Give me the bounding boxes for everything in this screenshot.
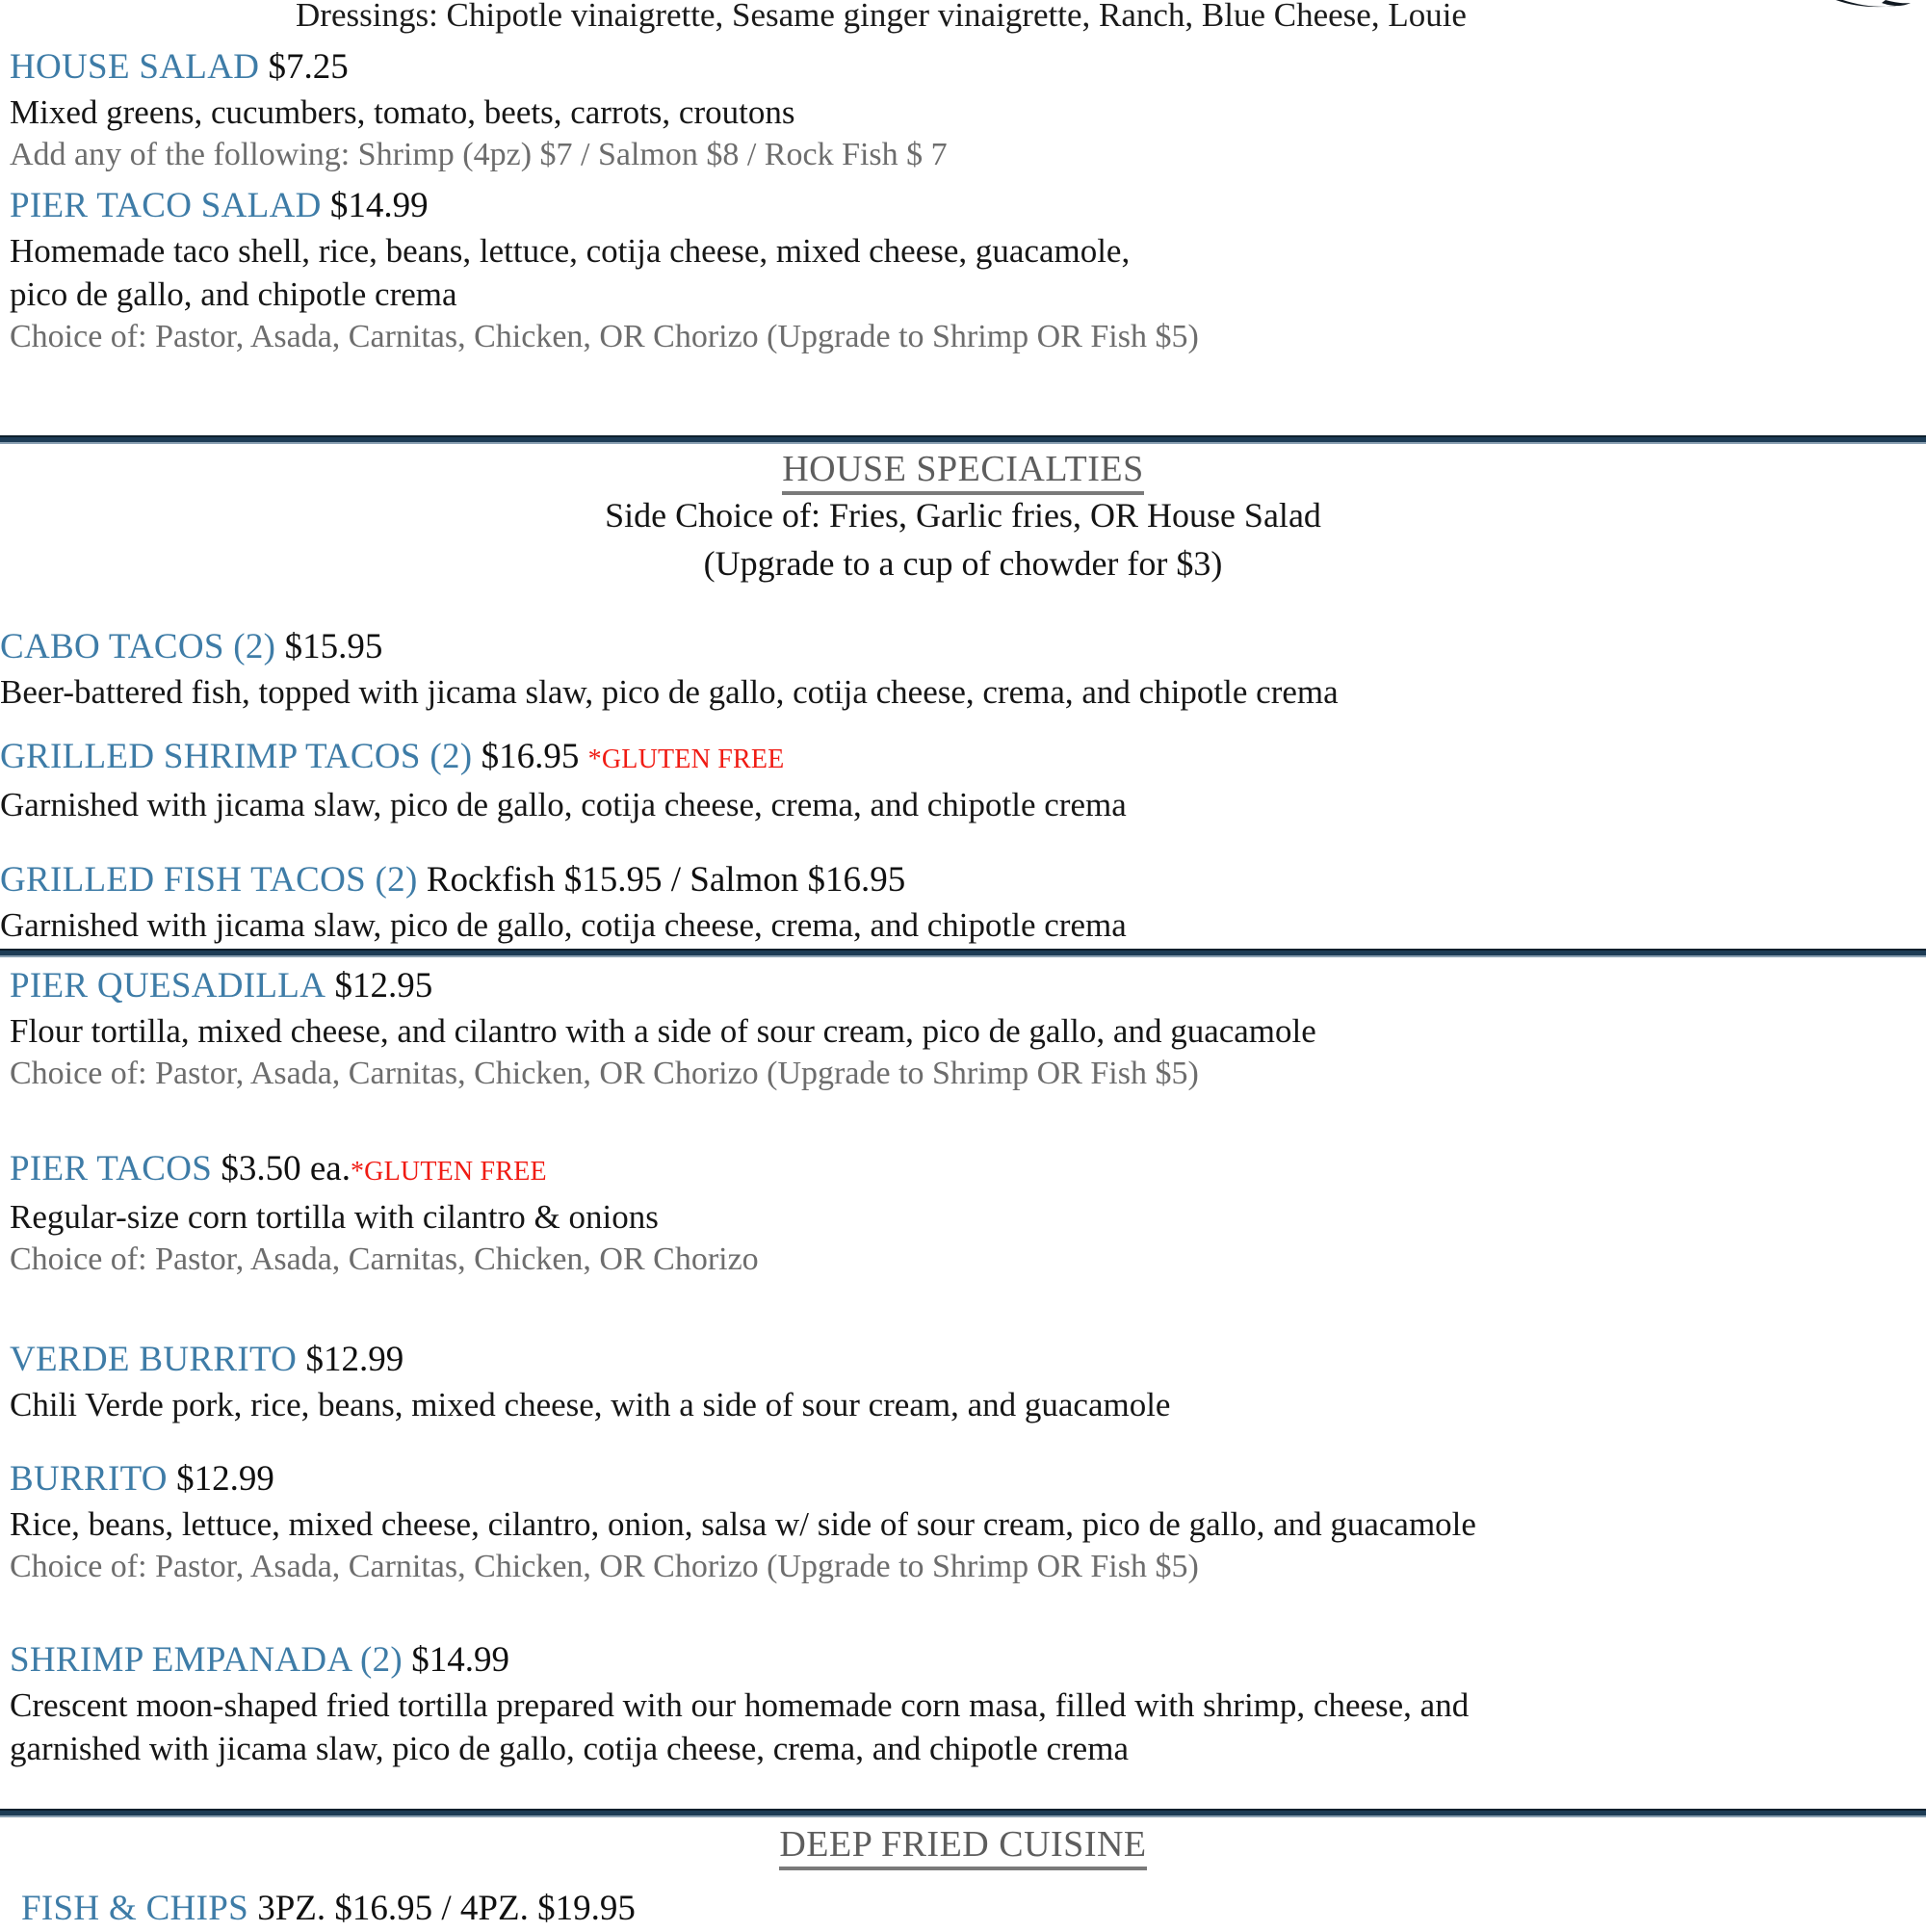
menu-item-price: $14.99 xyxy=(329,186,429,225)
menu-item-choice: Choice of: Pastor, Asada, Carnitas, Chicken, OR Chorizo xyxy=(10,1241,759,1277)
menu-item-verde-burrito xyxy=(10,1337,1170,1426)
menu-item-description-line-2: garnished with jicama slaw, pico de gallo, cotija cheese, crema, and chipotle crema xyxy=(10,1730,1129,1767)
section-heading-text: DEEP FRIED CUISINE xyxy=(779,1824,1146,1870)
menu-item-price: $12.99 xyxy=(176,1459,274,1499)
section-side-choice-note: Side Choice of: Fries, Garlic fries, OR House Salad xyxy=(605,496,1321,535)
menu-item-price: $7.25 xyxy=(268,47,349,87)
menu-item-name: PIER QUESADILLA xyxy=(10,966,326,1005)
menu-item-price: 3PZ. $16.95 / 4PZ. $19.95 xyxy=(257,1889,636,1928)
section-upgrade-note: (Upgrade to a cup of chowder for $3) xyxy=(703,544,1223,583)
menu-item-title-line xyxy=(0,734,1127,783)
menu-item-house-salad xyxy=(10,44,948,176)
menu-item-price: $15.95 xyxy=(284,627,383,666)
menu-item-pier-taco-salad xyxy=(10,183,1199,358)
menu-item-name: BURRITO xyxy=(10,1459,168,1499)
section-divider xyxy=(0,1809,1926,1817)
menu-item-burrito xyxy=(10,1456,1476,1588)
menu-item-title-line xyxy=(0,857,1127,903)
gluten-free-badge: *GLUTEN FREE xyxy=(350,1157,547,1187)
menu-item-title-line xyxy=(10,1337,1170,1383)
menu-item-title-line xyxy=(21,1886,636,1932)
menu-item-name: PIER TACO SALAD xyxy=(10,186,322,225)
menu-item-choice: Choice of: Pastor, Asada, Carnitas, Chicken, OR Chorizo (Upgrade to Shrimp OR Fish $5) xyxy=(10,1056,1199,1091)
menu-item-title-line xyxy=(10,44,948,91)
menu-item-description: Flour tortilla, mixed cheese, and cilantro with a side of sour cream, pico de gallo, and guacamole xyxy=(10,1012,1316,1050)
menu-item-pier-tacos xyxy=(10,1146,759,1281)
menu-item-name: GRILLED FISH TACOS (2) xyxy=(0,860,418,900)
menu-item-fish-and-chips xyxy=(21,1886,636,1932)
menu-item-title-line xyxy=(10,1146,759,1195)
menu-item-title-line xyxy=(0,624,1339,670)
menu-item-description: Garnished with jicama slaw, pico de gallo, cotija cheese, crema, and chipotle crema xyxy=(0,786,1127,823)
menu-item-choice: Choice of: Pastor, Asada, Carnitas, Chicken, OR Chorizo (Upgrade to Shrimp OR Fish $5) xyxy=(10,319,1199,354)
menu-item-choice: Choice of: Pastor, Asada, Carnitas, Chicken, OR Chorizo (Upgrade to Shrimp OR Fish $5) xyxy=(10,1549,1199,1584)
section-divider xyxy=(0,435,1926,444)
menu-item-description: Garnished with jicama slaw, pico de gallo, cotija cheese, crema, and chipotle crema xyxy=(0,906,1127,944)
menu-item-name: SHRIMP EMPANADA (2) xyxy=(10,1640,403,1680)
menu-item-name: HOUSE SALAD xyxy=(10,47,260,87)
menu-item-title-line xyxy=(10,1637,1469,1684)
gluten-free-badge: *GLUTEN FREE xyxy=(587,744,785,774)
menu-item-description: Beer-battered fish, topped with jicama slaw, pico de gallo, cotija cheese, crema, and chipotle crema xyxy=(0,673,1339,711)
section-house-specialties-header xyxy=(0,447,1926,587)
section-heading xyxy=(0,447,1926,491)
menu-item-shrimp-empanada xyxy=(10,1637,1469,1770)
menu-item-name: CABO TACOS (2) xyxy=(0,627,276,666)
menu-item-description-line-2: pico de gallo, and chipotle crema xyxy=(10,275,457,313)
menu-item-price: $16.95 xyxy=(481,737,580,776)
menu-item-description: Rice, beans, lettuce, mixed cheese, cilantro, onion, salsa w/ side of sour cream, pico de gallo, and guacamole xyxy=(10,1505,1476,1543)
logo-fragment-icon xyxy=(1793,0,1918,17)
menu-item-description-line-1: Crescent moon-shaped fried tortilla prepared with our homemade corn masa, filled with shrimp, cheese, and xyxy=(10,1686,1470,1724)
menu-item-description: Regular-size corn tortilla with cilantro & onions xyxy=(10,1198,659,1236)
menu-item-title-line xyxy=(10,963,1316,1009)
menu-item-title-line xyxy=(10,1456,1476,1502)
section-deep-fried-cuisine-header xyxy=(0,1822,1926,1867)
menu-item-price: Rockfish $15.95 / Salmon $16.95 xyxy=(426,860,906,900)
dressings-note-text: Dressings: Chipotle vinaigrette, Sesame ginger vinaigrette, Ranch, Blue Cheese, Louie xyxy=(296,0,1467,34)
menu-item-pier-quesadilla xyxy=(10,963,1316,1095)
section-divider xyxy=(0,949,1926,957)
dressings-note xyxy=(0,0,1762,37)
section-heading-text: HOUSE SPECIALTIES xyxy=(782,449,1144,495)
menu-item-name: GRILLED SHRIMP TACOS (2) xyxy=(0,737,473,776)
menu-item-grilled-fish-tacos xyxy=(0,857,1127,947)
menu-item-name: VERDE BURRITO xyxy=(10,1340,298,1379)
menu-item-grilled-shrimp-tacos xyxy=(0,734,1127,826)
menu-item-description: Mixed greens, cucumbers, tomato, beets, carrots, croutons xyxy=(10,93,795,131)
menu-item-price: $12.95 xyxy=(334,966,433,1005)
menu-item-description-line-1: Homemade taco shell, rice, beans, lettuce, cotija cheese, mixed cheese, guacamole, xyxy=(10,232,1131,270)
menu-item-name: PIER TACOS xyxy=(10,1149,213,1188)
menu-item-cabo-tacos xyxy=(0,624,1339,714)
menu-item-price: $14.99 xyxy=(411,1640,509,1680)
menu-item-price: $12.99 xyxy=(305,1340,404,1379)
menu-item-addons: Add any of the following: Shrimp (4pz) $7 / Salmon $8 / Rock Fish $ 7 xyxy=(10,137,948,172)
section-heading xyxy=(0,1822,1926,1867)
menu-item-title-line xyxy=(10,183,1199,229)
menu-item-name: FISH & CHIPS xyxy=(21,1889,248,1928)
menu-item-description: Chili Verde pork, rice, beans, mixed cheese, with a side of sour cream, and guacamole xyxy=(10,1386,1171,1423)
menu-item-price: $3.50 ea. xyxy=(221,1149,351,1188)
